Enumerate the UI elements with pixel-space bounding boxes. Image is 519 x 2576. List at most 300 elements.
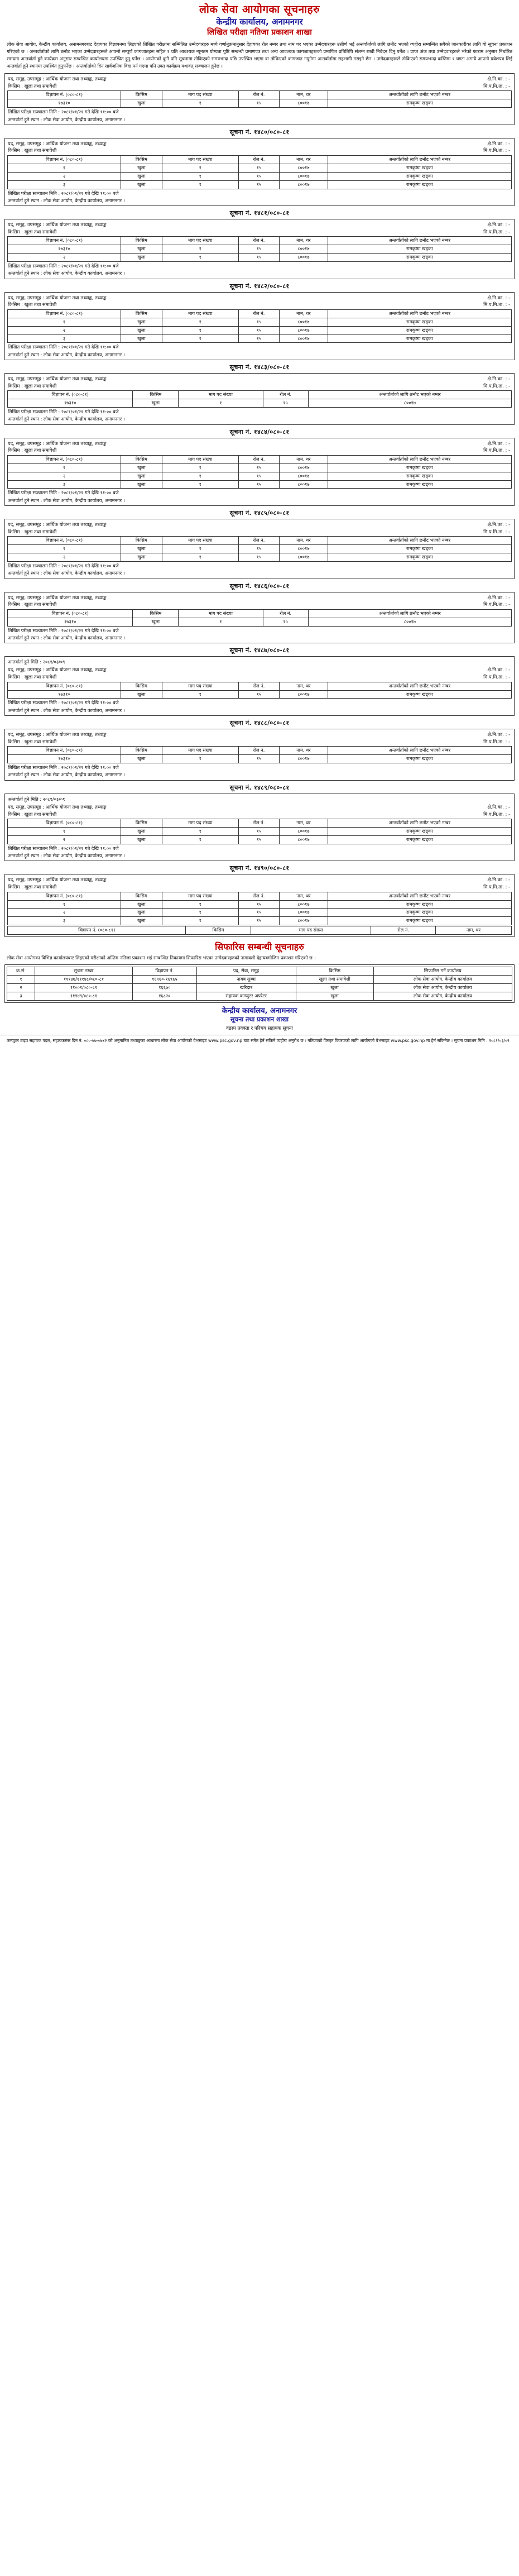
notice-meta-right (483, 876, 511, 890)
cell-code: ८००१७ (280, 900, 328, 909)
col-maag: माग पद संख्या (179, 609, 263, 618)
col-selected: अन्तर्वार्ताको लागि छनौट भएको नम्बर (328, 309, 511, 318)
table-row (8, 172, 512, 180)
table-header-row (8, 819, 512, 828)
result-table (7, 609, 512, 627)
cell-sn: २ (8, 172, 121, 180)
notice-number: सूचना नं. १४८६/०८०-८१ (229, 582, 290, 590)
kisim-line: किसिम : खुला तथा समावेशी (8, 601, 57, 608)
cell-code: ८००१७ (280, 164, 328, 172)
cell-maag: १ (162, 835, 238, 844)
result-table (7, 455, 512, 489)
notice-number: सूचना नं. १४८४/०८०-८१ (229, 428, 290, 436)
kisim-line: किसिम : खुला तथा समावेशी (8, 147, 57, 154)
cell-name: रामकृष्ण खड्का (328, 254, 511, 262)
post-line: पद, समूह, उपसमूह : आर्थिक योजना तथा तथ्याङ्क, तथ्याङ्क (8, 294, 107, 300)
cell-roll: १५ (238, 545, 279, 553)
kshetra-line: क्षे.नि.का. : - (487, 522, 510, 528)
notice-meta (7, 803, 512, 818)
cell-code: ८००१७ (280, 334, 328, 343)
footnote: कम्प्युटर टाइप सहायक पदल, सहायकस्तर दिन नं. ०८०-७७-०७४२ को अनुमानित तथ्याङ्कका आधारमा लोक सेवा आयोगको वेभसाइट www.psc.gov.np बाट समेत हेर्न सकिने व्यहोरा अनुरोध छ । नतिजाको विस्तृत विवरणको लागि आयोगको वेभसाइट www.psc.gov.np मा हेर्न सकिनेछ । सूचना प्रकाशन मिति : २०८१/०३/०२ (0, 1035, 519, 1045)
cell-roll: १५ (238, 480, 279, 489)
interview-line: अन्तर्वार्ता हुने स्थान : लोक सेवा आयोग, केन्द्रीय कार्यालय, अनामनगर । (8, 197, 125, 203)
written-date-line: लिखित परीक्षा सञ्चालन मिति : २०८१/०१/२१ गते देखि ११:०० बजे (8, 764, 119, 771)
cell-name: रामकृष्ण खड्का (328, 690, 511, 699)
table-header-row (7, 967, 512, 976)
cell-kisim: खुला (121, 909, 162, 917)
cell-code: ८००१७ (280, 690, 328, 699)
col-roll: रोल नं. (263, 609, 308, 618)
cell-kisim: खुला (121, 553, 162, 562)
table-row (8, 917, 512, 925)
cell-sn: १ (7, 976, 35, 984)
post-line: पद, समूह, उपसमूह : आर्थिक योजना तथा तथ्याङ्क, तथ्याङ्क (8, 440, 107, 446)
cell-code: ८००१७ (280, 917, 328, 925)
cell-maag: १ (162, 909, 238, 917)
kisim-line: किसिम : खुला तथा समावेशी (8, 811, 57, 817)
cell-roll: १५ (238, 463, 279, 472)
kisim-line: किसिम : खुला तथा समावेशी (8, 884, 57, 890)
interview-line: अन्तर्वार्ता हुने स्थान : लोक सेवा आयोग, केन्द्रीय कार्यालय, अनामनगर । (8, 707, 125, 713)
kshetra-line: क्षे.नि.का. : - (487, 140, 510, 146)
col-maag: माग पद संख्या (162, 747, 238, 755)
cell-name: रामकृष्ण खड्का (328, 164, 511, 172)
notice-block-12 (4, 874, 515, 937)
summary-table (7, 926, 512, 935)
cell-name: रामकृष्ण खड्का (328, 318, 511, 326)
post-line: पद, समूह, उपसमूह : आर्थिक योजना तथा तथ्याङ्क, तथ्याङ्क (8, 804, 107, 810)
kisim-line: किसिम : खुला तथा समावेशी (8, 738, 57, 744)
notice-meta-left (8, 804, 483, 818)
table-header-row (8, 892, 512, 900)
cell-notice-no: १११४९/०८०-८१ (35, 992, 132, 1001)
sifaris-table (7, 967, 512, 1001)
cell-sn: १ (8, 900, 121, 909)
notice-meta (7, 140, 512, 155)
cell-maag: १ (162, 180, 238, 189)
kshetra-line: क्षे.नि.का. : - (487, 667, 510, 673)
cell-name: रामकृष्ण खड्का (328, 545, 511, 553)
col-name: नाम, थर (280, 237, 328, 245)
sifaris-title: सिफारिस सम्बन्धी सूचनाहरु (215, 941, 304, 953)
result-table (7, 892, 512, 926)
special-note: अन्तर्वार्ता हुने मिति : २०८१/०३/०९ (8, 659, 65, 665)
cell-code: ८००१७ (280, 245, 328, 254)
notice-number: सूचना नं. १४८१/०८०-८१ (229, 209, 290, 217)
result-table (7, 90, 512, 108)
col-name: नाम, थर (280, 309, 328, 318)
cell-vigyapan: १७३१० (8, 755, 121, 763)
notice-number: सूचना नं. १४८०/०८०-८१ (229, 128, 290, 136)
col-vigyapan: विज्ञापन नं. (०८०-८१) (8, 91, 121, 99)
cell-sn: २ (8, 472, 121, 480)
cell-notice-no: ११००१/०८०-८१ (35, 984, 132, 992)
col-maag: माग पद संख्या (162, 309, 238, 318)
col-selected: अन्तर्वार्ताको लागि छनौट भएको नम्बर (308, 609, 511, 618)
notice-meta-left (8, 521, 483, 535)
notice-number: सूचना नं. १४८७/०८०-८१ (229, 647, 290, 654)
notice-meta-right (483, 375, 511, 389)
cell-roll: १५ (238, 326, 279, 334)
col-kisim: किसिम (133, 609, 179, 618)
cell-roll: १५ (238, 334, 279, 343)
table-row (8, 900, 512, 909)
interview-line: अन्तर्वार्ता हुने स्थान : लोक सेवा आयोग, केन्द्रीय कार्यालय, अनामनगर । (8, 351, 125, 357)
cell-maag: १ (162, 463, 238, 472)
cell-name: रामकृष्ण खड्का (328, 326, 511, 334)
col-vigyapan: विज्ञापन नं. (०८०-८१) (8, 926, 186, 935)
cell-roll: १५ (238, 900, 279, 909)
mipami-line: मि.प.मि.ता. : - (483, 811, 510, 817)
notice-number: सूचना नं. १४८५/०८०-८१ (229, 509, 290, 517)
notice-meta (7, 594, 512, 609)
cell-roll: १५ (238, 755, 279, 763)
cell-code: ८००१७ (280, 254, 328, 262)
notice-meta-right (483, 75, 511, 89)
col-name: नाम, थर (280, 747, 328, 755)
result-table (7, 746, 512, 763)
cell-maag: १ (162, 326, 238, 334)
col-maag: माग पद संख्या (162, 156, 238, 164)
footer-spokesperson: वडस्प प्रवक्ता र परिचय सहायक सूचना (226, 1026, 293, 1032)
cell-maag: १ (162, 900, 238, 909)
cell-sn: ३ (8, 917, 121, 925)
col-kisim: किसिम (121, 682, 162, 690)
mipami-line: मि.प.मि.ता. : - (483, 674, 510, 680)
result-table (7, 819, 512, 844)
col-vigyapan: विज्ञापन नं. (०८०-८१) (8, 537, 121, 545)
col-roll: रोल नं. (238, 819, 279, 828)
col-name: नाम, थर (280, 156, 328, 164)
cell-kisim: खुला (121, 545, 162, 553)
cell-code: ८००१७ (308, 618, 511, 626)
col-kisim: किसिम (296, 967, 373, 976)
interview-line: अन्तर्वार्ता हुने स्थान : लोक सेवा आयोग, केन्द्रीय कार्यालय, अनामनगर । (8, 853, 125, 859)
table-row (8, 545, 512, 553)
cell-kisim: खुला (121, 755, 162, 763)
notice-meta-right (483, 594, 511, 608)
cell-maag: १ (162, 172, 238, 180)
col-selected: अन्तर्वार्ताको लागि छनौट भएको नम्बर (328, 682, 511, 690)
post-line: पद, समूह, उपसमूह : आर्थिक योजना तथा तथ्याङ्क, तथ्याङ्क (8, 140, 107, 146)
cell-code: ८००१७ (280, 553, 328, 562)
col-kisim: किसिम (133, 391, 179, 399)
mipami-line: मि.प.मि.ता. : - (483, 302, 510, 308)
result-table (7, 536, 512, 562)
cell-name: रामकृष्ण खड्का (328, 553, 511, 562)
table-header-row (8, 156, 512, 164)
cell-kisim: खुला (121, 164, 162, 172)
table-row (8, 618, 512, 626)
cell-kisim: खुला (121, 318, 162, 326)
cell-post: नायब सुब्बा (196, 976, 296, 984)
cell-maag: १ (162, 480, 238, 489)
cell-roll: १५ (238, 835, 279, 844)
table-header-row (8, 455, 512, 463)
cell-kisim: खुला (121, 334, 162, 343)
notice-block-9 (4, 656, 515, 716)
cell-code: ८००१७ (280, 755, 328, 763)
table-row (8, 755, 512, 763)
notice-meta-left (8, 440, 483, 454)
notice-block-2 (4, 138, 515, 206)
col-roll: रोल नं. (238, 237, 279, 245)
notice-meta-left (8, 294, 483, 308)
cell-name: रामकृष्ण खड्का (328, 334, 511, 343)
cell-maag: १ (162, 828, 238, 836)
cell-kisim: खुला (121, 463, 162, 472)
cell-kisim: खुला (121, 326, 162, 334)
office-title: केन्द्रीय कार्यालय, अनामनगर (216, 16, 303, 27)
col-maag: माग पद संख्या (162, 237, 238, 245)
table-row (8, 909, 512, 917)
cell-name: रामकृष्ण खड्का (328, 909, 511, 917)
cell-sn: ३ (8, 180, 121, 189)
notice-number: सूचना नं. १४८३/०८०-८१ (229, 364, 290, 371)
cell-roll: १५ (238, 318, 279, 326)
cell-kisim: खुला (121, 690, 162, 699)
cell-maag: १ (162, 164, 238, 172)
cell-roll: १५ (238, 172, 279, 180)
table-header-row (8, 537, 512, 545)
col-vigyapan: विज्ञापन नं. (०८०-८१) (8, 682, 121, 690)
col-selected: अन्तर्वार्ताको लागि छनौट भएको नम्बर (328, 237, 511, 245)
table-header-row (8, 747, 512, 755)
table-row (8, 318, 512, 326)
cell-vigyapan: १७३१० (8, 690, 121, 699)
interview-line: अन्तर्वार्ता हुने स्थान : लोक सेवा आयोग, केन्द्रीय कार्यालय, अनामनगर । (8, 416, 125, 422)
table-row (7, 976, 512, 984)
cell-kisim: खुला (121, 900, 162, 909)
col-roll: रोल नं. (238, 537, 279, 545)
cell-maag: १ (162, 318, 238, 326)
table-row (8, 399, 512, 408)
col-vigyapan: विज्ञापन नं. (०८०-८१) (8, 391, 133, 399)
written-date-line: लिखित परीक्षा सञ्चालन मिति : २०८१/०१/२१ गते देखि ११:०० बजे (8, 845, 119, 851)
cell-code: ८००१७ (280, 828, 328, 836)
col-vigyapan: विज्ञापन नं. (०८०-८१) (8, 609, 133, 618)
mipami-line: मि.प.मि.ता. : - (483, 228, 510, 235)
col-vigyapan: विज्ञापन नं. (०८०-८१) (8, 309, 121, 318)
notice-meta (7, 294, 512, 309)
cell-vigyapan: १७३१० (8, 618, 133, 626)
cell-maag: १ (179, 399, 263, 408)
table-header-row (8, 237, 512, 245)
col-sn: क्र.सं. (7, 967, 35, 976)
notice-block-1 (4, 73, 515, 125)
kshetra-line: क्षे.नि.का. : - (487, 376, 510, 382)
kshetra-line: क्षे.नि.का. : - (487, 877, 510, 883)
notice-meta (7, 876, 512, 891)
post-line: पद, समूह, उपसमूह : आर्थिक योजना तथा तथ्याङ्क, तथ्याङ्क (8, 667, 107, 673)
col-roll: रोल नं. (371, 926, 436, 935)
cell-code: ८००१७ (280, 172, 328, 180)
kisim-line: किसिम : खुला तथा समावेशी (8, 674, 57, 680)
cell-notice-no: १११४७/१११४८/०८०-८१ (35, 976, 132, 984)
cell-roll: १५ (263, 618, 308, 626)
cell-maag: १ (162, 254, 238, 262)
col-maag: माग पद संख्या (162, 455, 238, 463)
cell-kisim: खुला (121, 828, 162, 836)
col-maag: माग पद संख्या (179, 391, 263, 399)
kisim-line: किसिम : खुला तथा समावेशी (8, 447, 57, 453)
notice-block-4 (4, 292, 515, 360)
cell-code: ८००१७ (308, 399, 511, 408)
table-row (8, 254, 512, 262)
cell-sn: ३ (8, 334, 121, 343)
mipami-line: मि.प.मि.ता. : - (483, 83, 510, 89)
cell-vigyapan-no: १६६७० (133, 984, 196, 992)
notice-meta (7, 75, 512, 90)
cell-code: ८००१७ (280, 480, 328, 489)
notice-meta-left (8, 876, 483, 890)
interview-line: अन्तर्वार्ता हुने स्थान : लोक सेवा आयोग, केन्द्रीय कार्यालय, अनामनगर । (8, 497, 125, 503)
col-vigyapan: विज्ञापन नं. (०८०-८१) (8, 455, 121, 463)
post-line: पद, समूह, उपसमूह : आर्थिक योजना तथा तथ्याङ्क, तथ्याङ्क (8, 594, 107, 600)
col-kisim: किसिम (121, 156, 162, 164)
notice-meta (7, 730, 512, 745)
col-name: नाम, थर (280, 892, 328, 900)
notice-meta-right (483, 140, 511, 154)
table-row (8, 828, 512, 836)
col-vigyapan: विज्ञापन नं. (०८०-८१) (8, 819, 121, 828)
cell-code: ८००१७ (280, 180, 328, 189)
result-table (7, 309, 512, 343)
post-line: पद, समूह, उपसमूह : आर्थिक योजना तथा तथ्याङ्क, तथ्याङ्क (8, 877, 107, 883)
kisim-line: किसिम : खुला तथा समावेशी (8, 83, 57, 89)
notice-meta-right (483, 666, 511, 680)
document-header (0, 0, 519, 40)
kshetra-line: क्षे.नि.का. : - (487, 804, 510, 810)
cell-code: ८००१७ (280, 909, 328, 917)
cell-roll: १५ (238, 690, 279, 699)
mipami-line: मि.प.मि.ता. : - (483, 147, 510, 154)
written-date-line: लिखित परीक्षा सञ्चालन मिति : २०८१/०१/२१ गते देखि ११:०० बजे (8, 109, 119, 115)
cell-code: ८००१७ (280, 835, 328, 844)
document-page (0, 0, 519, 1048)
col-kisim: किसिम (121, 455, 162, 463)
notice-meta-right (483, 521, 511, 535)
col-selected: अन्तर्वार्ताको लागि छनौट भएको नम्बर (328, 819, 511, 828)
cell-sn: १ (8, 545, 121, 553)
col-roll: रोल नं. (238, 91, 279, 99)
table-row (8, 553, 512, 562)
col-kisim: किसिम (121, 747, 162, 755)
col-office: सिफारिस गर्ने कार्यालय (373, 967, 512, 976)
cell-vigyapan: १७३१० (8, 99, 121, 108)
notice-block-8 (4, 592, 515, 644)
notice-number: सूचना नं. १४८८/०८०-८१ (229, 719, 290, 727)
notice-meta-right (483, 294, 511, 308)
notice-number: सूचना नं. १४८९/०८०-८१ (229, 783, 290, 791)
col-vigyapan: विज्ञापन नं. (०८०-८१) (8, 892, 121, 900)
notice-meta-right (483, 731, 511, 745)
col-selected: अन्तर्वार्ताको लागि छनौट भएको नम्बर (308, 391, 511, 399)
col-maag: माग पद संख्या (162, 682, 238, 690)
mipami-line: मि.प.मि.ता. : - (483, 738, 510, 744)
kisim-line: किसिम : खुला तथा समावेशी (8, 302, 57, 308)
table-row (8, 164, 512, 172)
cell-sn: २ (7, 984, 35, 992)
notice-meta-left (8, 75, 483, 89)
cell-post: खरिदार (196, 984, 296, 992)
written-date-line: लिखित परीक्षा सञ्चालन मिति : २०८१/०१/२१ गते देखि ११:०० बजे (8, 190, 119, 196)
cell-vigyapan: १७३१० (8, 399, 133, 408)
cell-kisim: खुला (121, 245, 162, 254)
col-name: नाम, थर (280, 819, 328, 828)
mipami-line: मि.प.मि.ता. : - (483, 601, 510, 608)
notice-number: सूचना नं. १४८२/०८०-८१ (229, 282, 290, 290)
written-date-line: लिखित परीक्षा सञ्चालन मिति : २०८१/०१/२१ गते देखि ११:०० बजे (8, 344, 119, 350)
notice-block-6 (4, 438, 515, 506)
cell-sn: ३ (8, 480, 121, 489)
col-kisim: किसिम (121, 237, 162, 245)
notice-meta (7, 439, 512, 455)
cell-sn: २ (8, 254, 121, 262)
cell-kisim: खुला (121, 99, 162, 108)
table-row (8, 99, 512, 108)
kshetra-line: क्षे.नि.का. : - (487, 440, 510, 446)
table-row (8, 472, 512, 480)
col-vigyapan: विज्ञापन नं. (०८०-८१) (8, 237, 121, 245)
written-date-line: लिखित परीक्षा सञ्चालन मिति : २०८१/०१/२१ गते देखि ११:०० बजे (8, 562, 119, 568)
mipami-line: मि.प.मि.ता. : - (483, 884, 510, 890)
cell-code: ८००१७ (280, 326, 328, 334)
cell-vigyapan-no: १६८२० (133, 992, 196, 1001)
cell-name: रामकृष्ण खड्का (328, 900, 511, 909)
col-roll: रोल नं. (238, 455, 279, 463)
cell-sn: ३ (7, 992, 35, 1001)
footer (0, 1006, 519, 1033)
mipami-line: मि.प.मि.ता. : - (483, 447, 510, 453)
cell-sn: २ (8, 553, 121, 562)
table-row (7, 992, 512, 1001)
col-selected: अन्तर्वार्ताको लागि छनौट भएको नम्बर (328, 455, 511, 463)
col-kisim: किसिम (121, 819, 162, 828)
cell-name: रामकृष्ण खड्का (328, 463, 511, 472)
cell-maag: १ (162, 917, 238, 925)
col-roll: रोल नं. (263, 391, 308, 399)
col-selected: अन्तर्वार्ताको लागि छनौट भएको नम्बर (328, 91, 511, 99)
intro-paragraph: लोक सेवा आयोग, केन्द्रीय कार्यालय, अनामनगरबाट देहायका विज्ञापनमा लिइएको लिखित परीक्षामा सम्मिलित उम्मेदवारहरु मध्ये वर्णानुक्रमानुसार देहायका रोल नम्बर तथा नाम थर भएका उम्मेदवारहरू उत्तीर्ण भई अन्तर्वार्ताको लागि छनौट भएको व्यहोरा सम्बन्धित सबैको जानकारीका लागि यो सूचना प्रकाशन गरिएको छ । अन्तर्वार्ताको लागि छनौट भएका उम्मेदवारहरूले आफ्नो सम्पूर्ण कागजातहरू सहित १ प्रति आवश्यक न्यूनतम योग्यता पुष्टि सम्बन्धी प्रमाणपत्र तथा अन्य आवश्यक कागजातहरूको प्रमाणित प्रतिलिपि संलग्न राखी निवेदन दिनु पर्नेछ । प्राप्त अंक तथा उम्मेदवारहरुले भरेको फाराम अनुसार निर्धारित समयमा अन्तर्वार्ता हुने कार्यक्रम अनुसार सम्बन्धित कार्यालयमा उपस्थित हुनु पर्नेछ । आयोगको कुनै पनि सूचनामा तोकिएको समयभन्दा पछि उपस्थित भएमा वा तोकिएको कागजात नपुगेमा अन्तर्वार्तामा सहभागी गराइने छैन । उम्मेदवारहरूले तोकिएको समयभन्दा कम्तिमा १ घण्टा अगावै आफ्नो प्रवेशपत्र लिई अन्तर्वार्ता हुने स्थानमा उपस्थित हुनुपर्नेछ । अन्तर्वार्ताको दिन सार्वजनिक विदा पर्न गएमा पनि उक्त कार्यक्रम यथावत् सञ्चालन हुनेछ । (7, 41, 512, 69)
cell-maag: १ (162, 245, 238, 254)
col-vigyapan-no: विज्ञापन नं. (133, 967, 196, 976)
cell-kisim: खुला (121, 480, 162, 489)
interview-line: अन्तर्वार्ता हुने स्थान : लोक सेवा आयोग, केन्द्रीय कार्यालय, अनामनगर । (8, 772, 125, 778)
notice-meta-left (8, 375, 483, 389)
table-header-row (8, 609, 512, 618)
cell-code: ८००१७ (280, 545, 328, 553)
cell-maag: १ (162, 334, 238, 343)
mipami-line: मि.प.मि.ता. : - (483, 528, 510, 534)
col-name: नाम, थर (280, 91, 328, 99)
cell-code: ८००१७ (280, 472, 328, 480)
cell-sn: १ (8, 828, 121, 836)
table-header-row (8, 91, 512, 99)
table-header-row (8, 926, 512, 935)
notice-meta (7, 221, 512, 236)
col-name: नाम, थर (280, 455, 328, 463)
sifaris-intro: लोक सेवा आयोगका विभिन्न कार्यालयबाट लिइएको परीक्षाको अन्तिम नतिजा प्रकाशन भई सम्बन्धित निकायमा सिफारिस भएका उम्मेदवारहरुको नामावली देहायबमोजिम प्रकाशन गरिएको छ । (7, 955, 316, 961)
table-row (8, 690, 512, 699)
table-row (8, 480, 512, 489)
notice-meta-left (8, 221, 483, 235)
cell-kisim: खुला (121, 917, 162, 925)
cell-maag: १ (162, 545, 238, 553)
cell-name: रामकृष्ण खड्का (328, 245, 511, 254)
cell-roll: १५ (238, 99, 279, 108)
cell-kisim: खुला (296, 984, 373, 992)
